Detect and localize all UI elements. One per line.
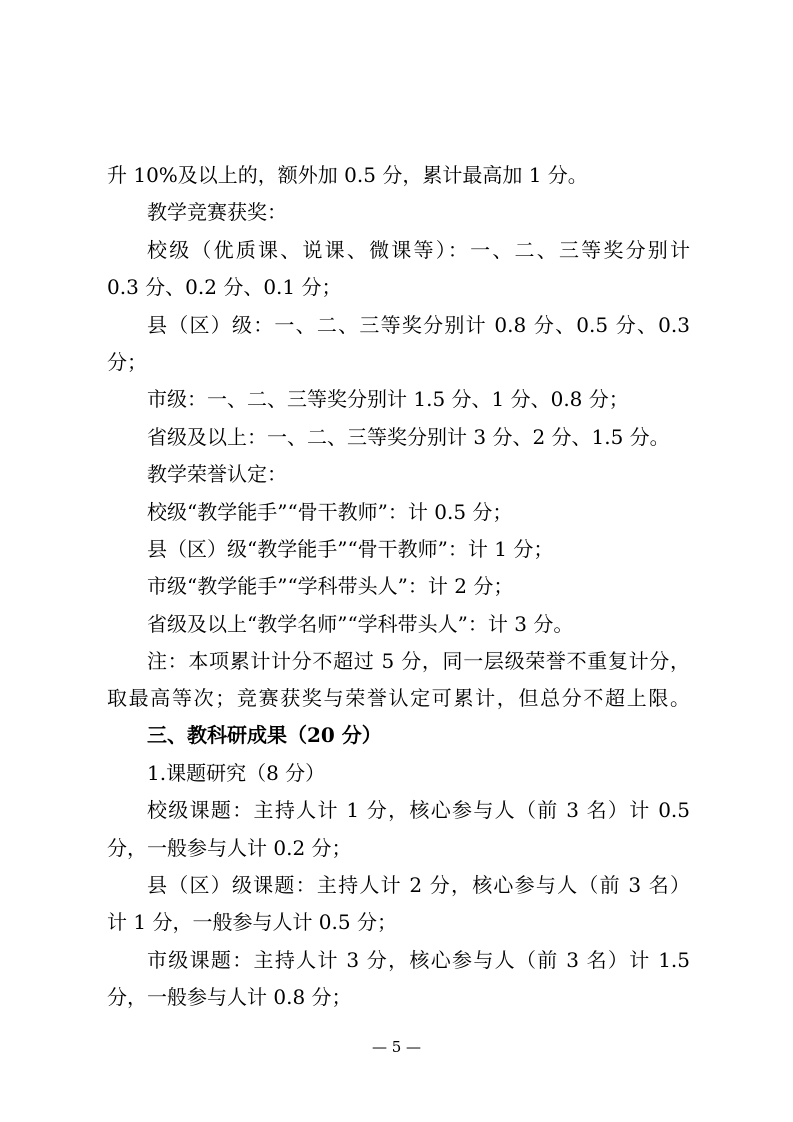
page-number: — 5 — <box>371 1038 422 1056</box>
text-line: 计 1 分，一般参与人计 0.5 分； <box>107 910 397 934</box>
text-line: 分； <box>107 350 147 374</box>
text-line: 校级“教学能手”“骨干教师”：计 0.5 分； <box>147 500 513 524</box>
text-line: 市级课题：主持人计 3 分，核心参与人（前 3 名）计 1.5 <box>147 948 690 972</box>
subsection-heading: 1.课题研究（8 分） <box>147 761 326 785</box>
text-line: 0.3 分、0.2 分、0.1 分； <box>107 275 342 299</box>
text-line: 县（区）级：一、二、三等奖分别计 0.8 分、0.5 分、0.3 <box>147 313 690 337</box>
text-line: 教学竞赛获奖： <box>147 200 287 224</box>
text-line: 校级课题：主持人计 1 分，核心参与人（前 3 名）计 0.5 <box>147 798 690 822</box>
text-line: 省级及以上“教学名师”“学科带头人”：计 3 分。 <box>147 612 574 636</box>
section-heading: 三、教科研成果（20 分） <box>147 723 382 747</box>
text-line: 升 10%及以上的，额外加 0.5 分，累计最高加 1 分。 <box>107 163 588 187</box>
text-line: 市级：一、二、三等奖分别计 1.5 分、1 分、0.8 分； <box>147 387 629 411</box>
text-line: 分，一般参与人计 0.8 分； <box>107 985 352 1009</box>
text-line: 注：本项累计计分不超过 5 分，同一层级荣誉不重复计分， <box>147 649 690 673</box>
text-line: 县（区）级课题：主持人计 2 分，核心参与人（前 3 名） <box>147 873 690 897</box>
text-line: 县（区）级“教学能手”“骨干教师”：计 1 分； <box>147 537 554 561</box>
text-line: 校级（优质课、说课、微课等）：一、二、三等奖分别计 <box>147 238 690 262</box>
text-line: 分，一般参与人计 0.2 分； <box>107 836 352 860</box>
text-line: 教学荣誉认定： <box>147 462 287 486</box>
text-line: 取最高等次；竞赛获奖与荣誉认定可累计，但总分不超上限。 <box>107 686 690 710</box>
text-line: 省级及以上：一、二、三等奖分别计 3 分、2 分、1.5 分。 <box>147 425 670 449</box>
text-line: 市级“教学能手”“学科带头人”：计 2 分； <box>147 574 514 598</box>
